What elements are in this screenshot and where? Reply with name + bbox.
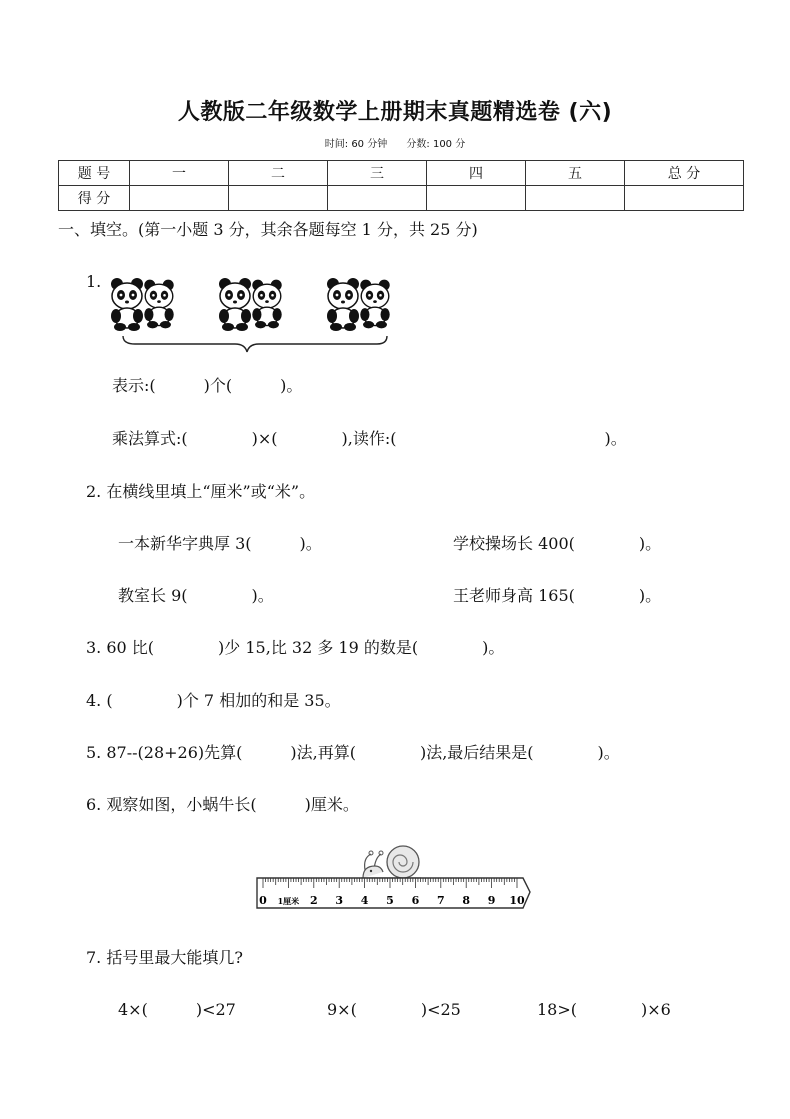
header-cell: 四: [427, 161, 526, 186]
q5-text: 5. 87--(28+26)先算( )法,再算( )法,最后结果是( )。: [86, 743, 620, 762]
header-cell: 五: [526, 161, 625, 186]
ruler-label: 7: [436, 894, 445, 907]
score-cell[interactable]: [229, 186, 328, 211]
q2-item-d: 王老师身高 165( )。: [453, 586, 662, 605]
ruler: [257, 878, 530, 908]
score-cell[interactable]: [328, 186, 427, 211]
time-limit: 时间: 60 分钟: [324, 139, 388, 150]
q7-item-c: 18>( )×6: [537, 1000, 671, 1019]
score-cell[interactable]: [625, 186, 744, 211]
panda-group-2: [219, 278, 282, 331]
q2-item-a: 一本新华字典厚 3( )。: [118, 534, 322, 553]
ruler-label: 8: [462, 894, 471, 907]
total-score: 分数: 100 分: [406, 139, 466, 150]
ruler-label: 10: [509, 894, 525, 907]
ruler-label: 1厘米: [277, 896, 300, 906]
q7-text: 7. 括号里最大能填几?: [86, 948, 243, 967]
snail-ruler-illustration: [255, 840, 535, 912]
exam-meta: [0, 135, 790, 150]
panda-group-3: [327, 278, 390, 331]
ruler-label: 2: [309, 894, 318, 907]
section-heading: 一、填空。(第一小题 3 分，其余各题每空 1 分，共 25 分): [58, 220, 478, 239]
q1-number: 1.: [86, 272, 102, 291]
page-title: 人教版二年级数学上册期末真题精选卷 (六): [177, 100, 613, 125]
score-cell[interactable]: [526, 186, 625, 211]
ruler-label: 6: [411, 894, 420, 907]
score-table: [58, 160, 744, 211]
q2-text: 2. 在横线里填上“厘米”或“米”。: [86, 482, 316, 501]
ruler-label: 0: [259, 894, 267, 907]
ruler-label: 3: [335, 894, 344, 907]
q6-text: 6. 观察如图，小蜗牛长( )厘米。: [86, 795, 359, 814]
score-table-header-row: [59, 161, 744, 186]
grouping-brace: [123, 336, 387, 352]
q1-multiplication-line: 乘法算式:( )×( ),读作:( )。: [112, 429, 627, 448]
header-cell: 一: [130, 161, 229, 186]
q7-item-b: 9×( )<25: [327, 1000, 461, 1019]
panda-groups-illustration: [105, 278, 405, 353]
header-cell: 总 分: [625, 161, 744, 186]
header-cell: 二: [229, 161, 328, 186]
score-cell[interactable]: [130, 186, 229, 211]
q2-item-b: 学校操场长 400( )。: [453, 534, 662, 553]
q1-represents-line: 表示:( )个( )。: [112, 376, 303, 395]
snail-icon: [361, 846, 421, 878]
q7-item-a: 4×( )<27: [118, 1000, 236, 1019]
header-cell: 三: [328, 161, 427, 186]
score-cell[interactable]: [427, 186, 526, 211]
row-label: 得 分: [59, 186, 130, 211]
ruler-label: 9: [487, 894, 496, 907]
q3-text: 3. 60 比( )少 15,比 32 多 19 的数是( )。: [86, 638, 505, 657]
panda-group-1: [111, 278, 174, 331]
q2-item-c: 教室长 9( )。: [118, 586, 274, 605]
score-table-score-row: [59, 186, 744, 211]
q4-text: 4. ( )个 7 相加的和是 35。: [86, 691, 341, 710]
ruler-label: 4: [360, 894, 369, 907]
header-cell: 题 号: [59, 161, 130, 186]
ruler-label: 5: [386, 894, 394, 907]
